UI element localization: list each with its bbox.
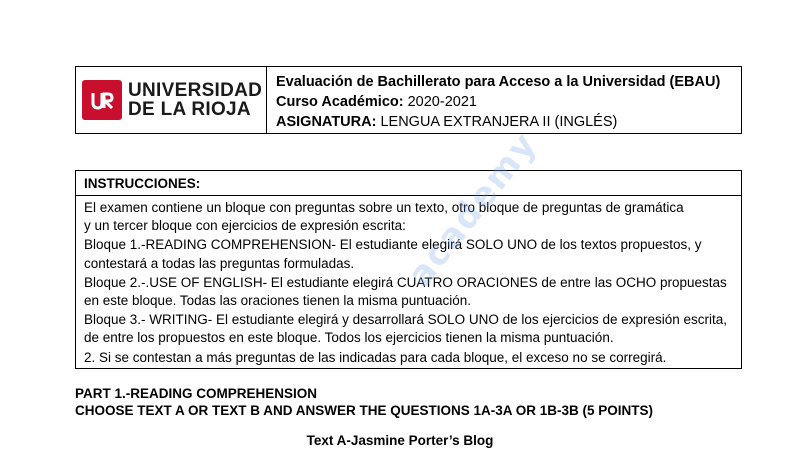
logo-line-2: DE LA RIOJA [128,99,251,120]
watermark: academy [400,124,546,295]
instruction-line: Bloque 1.-READING COMPREHENSION- El estudiante elegirá SOLO UNO de los textos propuestos, y [84,237,702,253]
exam-title: Evaluación de Bachillerato para Acceso a la Universidad (EBAU) [276,74,721,90]
subject-label: ASIGNATURA: [276,114,377,130]
part-1-subtitle: CHOOSE TEXT A OR TEXT B AND ANSWER THE QUESTIONS 1A-3A OR 1B-3B (5 POINTS) [75,403,654,418]
part-1-heading [75,385,653,419]
text-a-title: Text A-Jasmine Porter’s Blog [306,433,494,448]
exam-info [267,67,720,133]
instruction-line: de entre los propuestos en este bloque. Todos los ejercicios tienen la misma puntuación. [84,330,614,346]
instruction-line: Bloque 3.- WRITING- El estudiante elegirá y desarrollará SOLO UNO de los ejercicios de expresión escrita, [84,312,728,328]
part-1-title: PART 1.-READING COMPREHENSION [75,386,318,401]
ur-logo-icon [82,80,122,120]
instructions-body [76,196,741,367]
logo-line-1: UNIVERSIDAD [128,80,263,101]
university-logo [76,67,267,133]
instructions-heading: INSTRUCCIONES: [76,171,741,196]
subject-value: LENGUA EXTRANJERA II (INGLÉS) [380,114,618,130]
header-table [75,66,742,134]
instruction-line: contestará a todas las preguntas formuladas. [84,255,355,271]
course-label: Curso Académico: [276,94,404,110]
instruction-line: Bloque 2.-.USE OF ENGLISH- El estudiante elegirá CUATRO ORACIONES de entre las OCHO propuestas [84,274,727,290]
course-value: 2020-2021 [407,94,477,110]
instruction-line: 2. Si se contestan a más preguntas de las indicadas para cada bloque, el exceso no se corregirá. [84,349,667,365]
instruction-line: en este bloque. Todas las oraciones tienen la misma puntuación. [84,293,471,309]
instruction-line: El examen contiene un bloque con preguntas sobre un texto, otro bloque de preguntas de gramática [84,200,684,215]
instruction-line: y un tercer bloque con ejercicios de expresión escrita: [84,218,406,234]
